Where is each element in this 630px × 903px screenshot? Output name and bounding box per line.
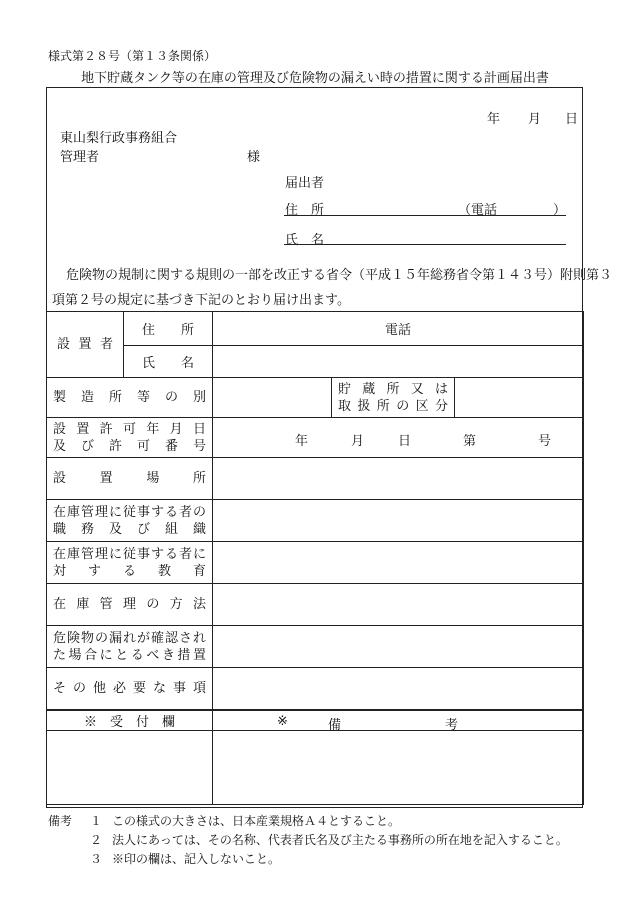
staff-org-label: 在庫管理に従事する者の 職務及び組織 xyxy=(47,500,213,542)
leak-measure-label: 危険物の漏れが確認され た場合にとるべき措置 xyxy=(47,626,213,668)
remark-number-3: ３ xyxy=(90,852,103,866)
applicant-label: 届出者 xyxy=(285,176,325,191)
leak-measure-row xyxy=(47,626,584,668)
name-value-cell[interactable] xyxy=(213,346,584,378)
name-label: 氏 名 xyxy=(285,233,325,248)
permit-label: 設置許可年月日 及び許可番号 xyxy=(47,418,213,458)
facility-type-label: 製造所等の別 xyxy=(47,378,213,418)
body-line-1: 危険物の規制に関する規則の一部を改正する省令（平成１５年総務省令第１４３号）附則第３ xyxy=(66,268,613,283)
phone-close: ） xyxy=(553,203,567,218)
installer-label: 設置者 xyxy=(47,312,124,378)
remarks-mark: ※ xyxy=(277,713,288,729)
remark-text-1: この様式の大きさは、日本産業規格Ａ４とすること。 xyxy=(112,814,401,828)
remark-number-1: １ xyxy=(90,814,103,828)
permit-year: 年 xyxy=(295,434,309,449)
staff-edu-value[interactable] xyxy=(213,542,584,584)
permit-month: 月 xyxy=(351,434,365,449)
facility-type-value[interactable] xyxy=(213,378,332,418)
storage-class-label: 貯蔵所又は 取扱所の区分 xyxy=(332,378,455,418)
form-number: 様式第２８号（第１３条関係） xyxy=(48,49,217,63)
other-label: その他必要な事項 xyxy=(47,668,213,710)
permit-no: 第 xyxy=(463,434,477,449)
location-label: 設置場所 xyxy=(47,458,213,500)
address-label-cell: 住 所 xyxy=(124,312,213,346)
remarks-label: 備考 xyxy=(48,814,73,828)
leak-measure-value[interactable] xyxy=(213,626,584,668)
recipient-org: 東山梨行政事務組合 xyxy=(60,131,178,146)
recipient-sama: 様 xyxy=(247,150,261,165)
permit-day: 日 xyxy=(398,434,412,449)
reception-box[interactable] xyxy=(47,731,213,805)
inventory-method-row xyxy=(47,584,584,626)
remark-number-2: ２ xyxy=(90,833,103,847)
name-underline xyxy=(284,244,566,245)
other-row xyxy=(47,668,584,710)
permit-go: 号 xyxy=(538,434,552,449)
name-label-cell: 氏 名 xyxy=(124,346,213,378)
recipient-title: 管理者 xyxy=(60,150,100,165)
office-use-body-row xyxy=(47,731,584,805)
staff-org-row xyxy=(47,500,584,542)
details-table xyxy=(46,311,584,805)
remarks-box[interactable] xyxy=(213,731,584,805)
date-day: 日 xyxy=(565,112,579,127)
installer-address-row xyxy=(47,312,584,346)
permit-value[interactable] xyxy=(213,418,584,458)
reception-header: ※ 受 付 欄 xyxy=(47,710,213,731)
staff-edu-row xyxy=(47,542,584,584)
address-underline xyxy=(284,215,566,216)
remark-text-2: 法人にあっては、その名称、代表者氏名及び主たる事務所の所在地を記入すること。 xyxy=(112,833,568,847)
inventory-method-value[interactable] xyxy=(213,584,584,626)
body-line-2: 項第２号の規定に基づき下記のとおり届け出ます。 xyxy=(52,293,350,308)
address-label: 住 所 xyxy=(285,203,325,218)
location-value[interactable] xyxy=(213,458,584,500)
phone-label: （電話 xyxy=(458,203,498,218)
phone-cell[interactable]: 電話 xyxy=(213,312,584,346)
facility-row xyxy=(47,378,584,418)
staff-org-value[interactable] xyxy=(213,500,584,542)
storage-class-value[interactable] xyxy=(455,378,584,418)
other-value[interactable] xyxy=(213,668,584,710)
inventory-method-label: 在庫管理の方法 xyxy=(47,584,213,626)
date-year: 年 xyxy=(487,112,501,127)
remark-text-3: ※印の欄は、記入しないこと。 xyxy=(112,852,281,866)
staff-edu-label: 在庫管理に従事する者に 対する教育 xyxy=(47,542,213,584)
remarks-header xyxy=(213,710,584,731)
date-month: 月 xyxy=(528,112,542,127)
form-title: 地下貯蔵タンク等の在庫の管理及び危険物の漏えい時の措置に関する計画届出書 xyxy=(81,71,549,86)
installer-name-row xyxy=(47,346,584,378)
remarks-header-label: 備 考 xyxy=(328,717,459,733)
office-use-header-row xyxy=(47,710,584,731)
location-row xyxy=(47,458,584,500)
permit-row xyxy=(47,418,584,458)
